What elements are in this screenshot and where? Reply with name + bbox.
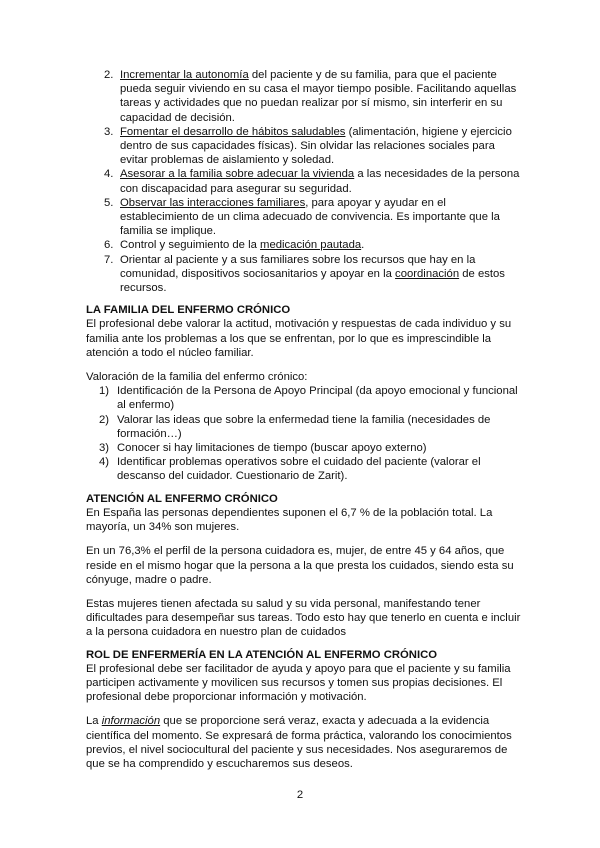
list-item: 4) Identificar problemas operativos sobre el cuidado del paciente (valorar el descanso del cuidador. Cuestionario de Zarit). <box>99 456 481 483</box>
underlined-term: coordinación <box>395 267 460 280</box>
page-number: 2 <box>296 789 304 801</box>
family-assessment-list <box>86 384 522 483</box>
underlined-term: información <box>101 715 161 728</box>
list-item: 6. Control y seguimiento de la medicación pautada. <box>104 239 365 252</box>
underlined-term: Incrementar la autonomía <box>120 69 249 81</box>
paragraph: En España las personas dependientes suponen el 6,7 % de la población total. La mayoría, un 34% son mujeres. <box>86 506 493 534</box>
list-item: 5. Observar las interacciones familiares, para apoyar y ayudar en el establecimiento de un clima adecuado de convivencia. Es importante que la familia se implique. <box>104 196 500 238</box>
section-heading-family: LA FAMILIA DEL ENFERMO CRÓNICO <box>86 304 291 317</box>
paragraph: El profesional debe valorar la actitud, motivación y respuestas de cada individuo y su familia ante los problemas a los que se enfrentan, por lo que es imprescindible la atención a todo el núcleo familiar. <box>86 318 512 359</box>
paragraph: En un 76,3% el perfil de la persona cuidadora es, mujer, de entre 45 y 64 años, que reside en el mismo hogar que la persona a la que presta los cuidados, siendo esta su cónyuge, madre o padre. <box>86 545 514 586</box>
list-item: 2) Valorar las ideas que sobre la enfermedad tiene la familia (necesidades de formación…) <box>99 413 491 440</box>
list-item: 2. Incrementar la autonomía del paciente y de su familia, para que el paciente pueda seguir viviendo en su casa el mayor tiempo posible. Facilitando aquellas tareas y actividades que no puedan realizar por sí mismo, sin interferir en su capacidad de decisión. <box>104 69 517 124</box>
paragraph: Estas mujeres tienen afectada su salud y su vida personal, manifestando tener dificultades para desempeñar sus tareas. Todo esto hay que tenerlo en cuenta e incluir a la persona cuidadora en nuestro plan de cuidados <box>86 597 521 639</box>
care-objectives-list <box>86 68 522 295</box>
paragraph: Valoración de la familia del enfermo crónico: <box>86 371 308 384</box>
document-page <box>86 68 522 771</box>
list-item: 1) Identificación de la Persona de Apoyo Principal (da apoyo emocional y funcional al enfermo) <box>99 385 518 412</box>
underlined-term: Asesorar a la familia sobre adecuar la vivienda <box>120 168 355 181</box>
paragraph: El profesional debe ser facilitador de ayuda y apoyo para que el paciente y su familia participen activamente y movilicen sus recursos y tomen sus propias decisiones. El profesional debe proporcionar información y motivación. <box>86 662 511 704</box>
paragraph: La información que se proporcione será veraz, exacta y adecuada a la evidencia científica del momento. Se expresará de forma práctica, valorando los conocimientos previos, el nivel sociocultural del paciente y sus necesidades. Nos aseguraremos de que se ha comprendido y escucharemos sus deseos. <box>86 715 512 770</box>
underlined-term: medicación pautada <box>260 239 362 252</box>
list-item: 3. Fomentar el desarrollo de hábitos saludables (alimentación, higiene y ejercicio dentro de sus capacidades físicas). Sin olvidar las relaciones sociales para evitar problemas de aislamiento y soledad. <box>104 125 512 167</box>
list-item: 7. Orientar al paciente y a sus familiares sobre los recursos que hay en la comunidad, dispositivos sociosanitarios y apoyar en la coordinación de estos recursos. <box>104 253 505 295</box>
underlined-term: Fomentar el desarrollo de hábitos saludables <box>120 125 346 138</box>
list-item: 3) Conocer si hay limitaciones de tiempo (buscar apoyo externo) <box>99 442 427 455</box>
section-heading-nursing-role: ROL DE ENFERMERÍA EN LA ATENCIÓN AL ENFERMO CRÓNICO <box>86 648 438 661</box>
section-heading-attention: ATENCIÓN AL ENFERMO CRÓNICO <box>86 492 278 505</box>
list-item: 4. Asesorar a la familia sobre adecuar la vivienda a las necesidades de la persona con discapacidad para asegurar su seguridad. <box>104 168 520 195</box>
underlined-term: Observar las interacciones familiares <box>120 196 306 209</box>
